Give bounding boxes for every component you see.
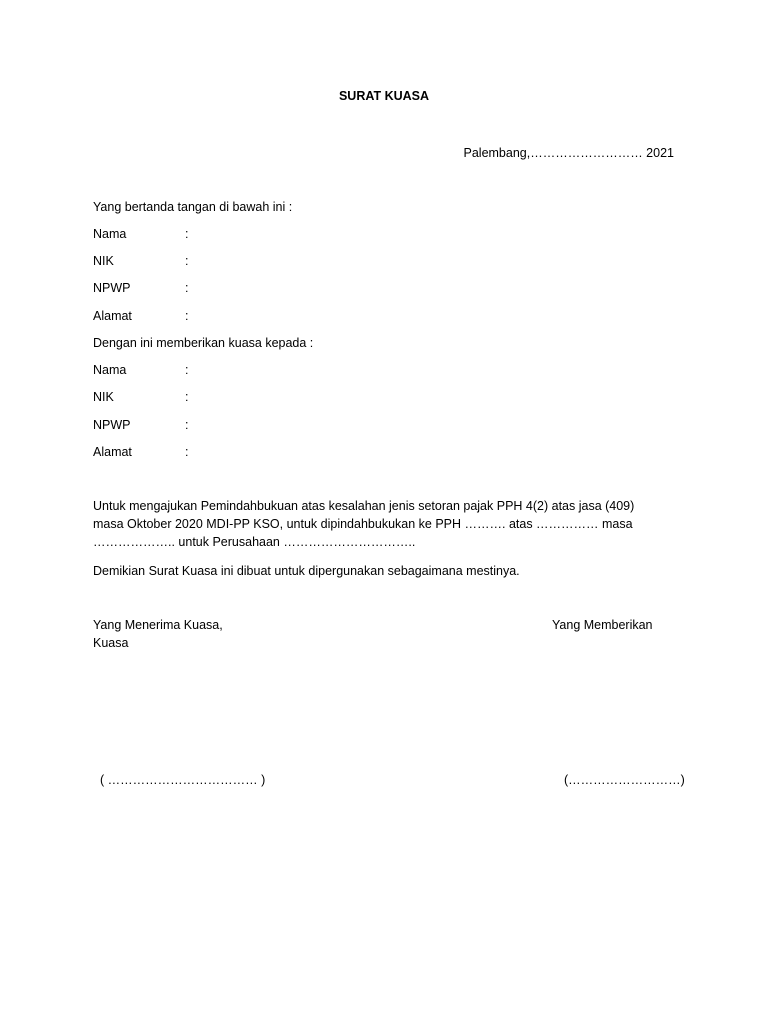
receiver-label: Yang Menerima Kuasa, [93,618,223,632]
field-colon: : [185,309,189,323]
closing-statement: Demikian Surat Kuasa ini dibuat untuk dipergunakan sebagaimana mestinya. [93,564,520,578]
field-label: NPWP [93,418,131,432]
field-label: Nama [93,363,127,377]
field-colon: : [185,227,189,241]
purpose-line-3: ……………….. untuk Perusahaan ………………………….. [93,535,416,549]
field-colon: : [185,390,189,404]
field-label: Alamat [93,445,132,459]
giver-label: Yang Memberikan [552,618,653,632]
field-colon: : [185,281,189,295]
field-label: Alamat [93,309,132,323]
field-colon: : [185,363,189,377]
receiver-label-continuation: Kuasa [93,636,129,650]
field-label: NIK [93,254,114,268]
signature-line-receiver: ( ……………………………… ) [100,773,266,787]
field-colon: : [185,445,189,459]
intro-text: Yang bertanda tangan di bawah ini : [93,200,293,214]
field-label: NIK [93,390,114,404]
document-title: SURAT KUASA [338,89,430,103]
purpose-line-2: masa Oktober 2020 MDI-PP KSO, untuk dipindahbukukan ke PPH ………. atas …………… masa [93,517,633,531]
field-colon: : [185,418,189,432]
field-label: Nama [93,227,127,241]
field-colon: : [185,254,189,268]
signature-line-giver: (………………………) [564,773,685,787]
field-label: NPWP [93,281,131,295]
grant-statement: Dengan ini memberikan kuasa kepada : [93,336,314,350]
date-line: Palembang,……………………… 2021 [463,146,674,160]
purpose-line-1: Untuk mengajukan Pemindahbukuan atas kesalahan jenis setoran pajak PPH 4(2) atas jasa (409) [93,499,635,513]
